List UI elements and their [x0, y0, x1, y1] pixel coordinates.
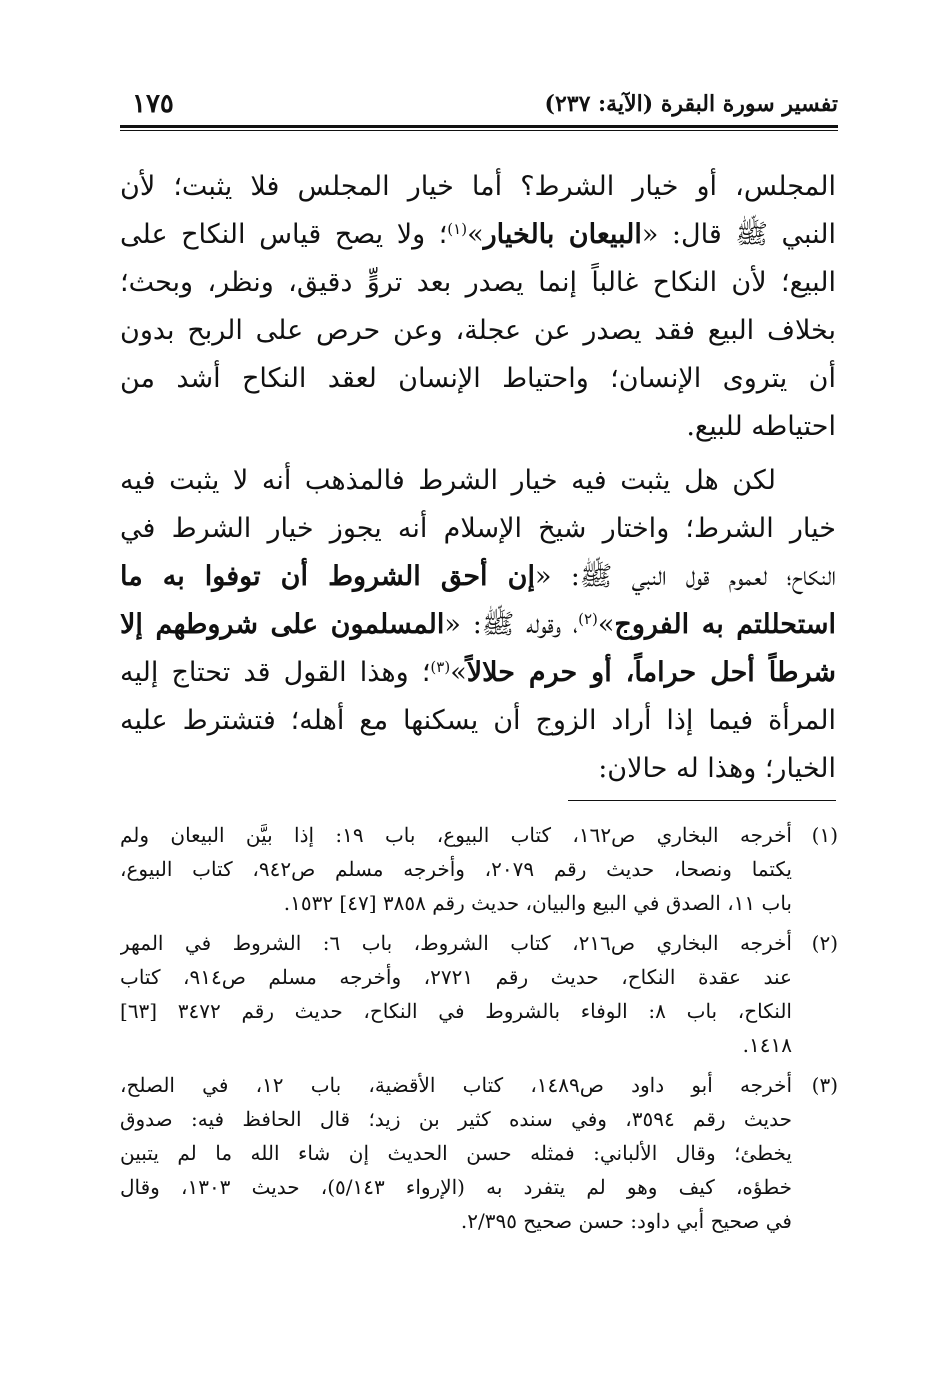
text-line — [120, 649, 836, 697]
footnote-line: حديث رقم ٣٥٩٤، وفي سنده كثير بن زيد؛ قال الحافظ فيه: صدوق — [120, 1107, 792, 1131]
footnote-line: باب ١١، الصدق في البيع والبيان، حديث رقم ٣٨٥٨ [٤٧] ١٥٣٢. — [283, 891, 792, 915]
footnote-ref[interactable]: (٢) — [578, 610, 598, 628]
hadith-quote: شرطاً أحل حراماً، أو حرم حلالاً — [466, 657, 836, 688]
footnote-line: يخطئ؛ وقال الألباني: فمثله حسن الحديث إن شاء الله ما لم يتبين — [120, 1141, 792, 1165]
text-line — [120, 601, 836, 649]
footnote-line: أخرجه البخاري ص١٦٢، كتاب البيوع، باب ١٩: إذا بيَّن البيعان ولم — [120, 823, 792, 847]
header-rule-thin — [120, 130, 838, 131]
footnote-number: (١) — [811, 823, 838, 847]
footnote-2 — [120, 926, 838, 1062]
text-line — [120, 211, 836, 259]
text-line — [120, 403, 836, 451]
footnote-ref[interactable]: (٣) — [430, 658, 451, 676]
text-line — [120, 163, 836, 211]
text-run: أن يتروى الإنسان؛ واحتياط الإنسان لعقد النكاح أشد من — [120, 363, 836, 394]
footnotes — [120, 818, 838, 1244]
footnote-separator — [568, 800, 836, 801]
text-line — [120, 697, 836, 745]
text-run: » — [450, 657, 467, 688]
text-run: احتياطه للبيع. — [686, 411, 836, 442]
text-run: المجلس، أو خيار الشرط؟ أما خيار المجلس فلا يثبت؛ لأن — [120, 171, 836, 202]
paragraph-2 — [120, 457, 836, 793]
text-run: النبي ﷺ قال: « — [641, 219, 836, 250]
text-run: » — [467, 219, 484, 250]
running-title: تفسير سورة البقرة (الآية: ٢٣٧) — [544, 91, 838, 117]
footnote-1 — [120, 818, 838, 920]
hadith-quote: إن أحق الشروط أن توفوا به ما — [120, 561, 535, 592]
text-run: المرأة فيما إذا أراد الزوج أن يسكنها مع أهله؛ فتشترط عليه — [120, 705, 836, 736]
text-run: الخيار؛ وهذا له حالان: — [598, 753, 836, 784]
text-run: النكاح؛ لعموم قول النبي ﷺ: « — [534, 561, 836, 592]
footnote-number: (٢) — [811, 931, 838, 955]
footnote-line: في صحيح أبي داود: حسن صحيح ٢/٣٩٥. — [460, 1209, 792, 1233]
footnote-line: خطؤه، كيف وهو لم يتفرد به (الإرواء ٥/١٤٣)، حديث ١٣٠٣، وقال — [120, 1175, 792, 1199]
footnote-3 — [120, 1068, 838, 1238]
footnote-line: عند عقدة النكاح، حديث رقم ٢٧٢١، وأخرجه مسلم ص٩١٤، كتاب — [120, 965, 792, 989]
text-run: خيار الشرط؛ واختار شيخ الإسلام أنه يجوز خيار الشرط في — [120, 513, 836, 544]
text-run: بخلاف البيع فقد يصدر عن عجلة، وعن حرص على الربح بدون — [120, 315, 836, 346]
text-line — [120, 745, 836, 793]
footnote-line: ١٤١٨. — [742, 1033, 792, 1057]
hadith-quote: البيعان بالخيار — [483, 219, 642, 250]
header-rule-thick — [120, 125, 838, 128]
page-header — [120, 88, 838, 132]
footnote-ref[interactable]: (١) — [447, 220, 468, 238]
footnote-line: أخرجه البخاري ص٢١٦، كتاب الشروط، باب ٦: الشروط في المهر — [120, 931, 792, 955]
page-number: ١٧٥ — [132, 89, 174, 119]
text-run: ؛ ولا يصح قياس النكاح على — [120, 219, 448, 250]
hadith-quote: المسلمون على شروطهم إلا — [120, 609, 445, 640]
text-line — [120, 553, 836, 601]
text-line — [120, 259, 836, 307]
footnote-line: النكاح، باب ٨: الوفاء بالشروط في النكاح، حديث رقم ٣٤٧٢ [٦٣] — [120, 999, 792, 1023]
footnote-line: يكتما ونصحا، حديث رقم ٢٠٧٩، وأخرجه مسلم ص٩٤٢، كتاب البيوع، — [120, 857, 792, 881]
text-line — [120, 307, 836, 355]
paragraph-1 — [120, 163, 836, 451]
main-text — [120, 163, 836, 793]
text-run: » — [597, 609, 615, 640]
text-run: لكن هل يثبت فيه خيار الشرط فالمذهب أنه لا يثبت فيه — [120, 465, 776, 496]
text-line — [120, 505, 836, 553]
text-line — [120, 457, 836, 505]
text-run: ، وقوله ﷺ: « — [444, 609, 579, 640]
text-run: ؛ وهذا القول قد تحتاج إليه — [120, 657, 431, 688]
hadith-quote: استحللتم به الفروج — [614, 609, 836, 640]
text-line — [120, 355, 836, 403]
footnote-number: (٣) — [811, 1073, 838, 1097]
text-run: البيع؛ لأن النكاح غالباً إنما يصدر بعد تروٍّ دقيق، ونظر، وبحث؛ — [120, 267, 836, 298]
footnote-line: أخرجه أبو داود ص١٤٨٩، كتاب الأقضية، باب ١٢، في الصلح، — [120, 1073, 792, 1097]
